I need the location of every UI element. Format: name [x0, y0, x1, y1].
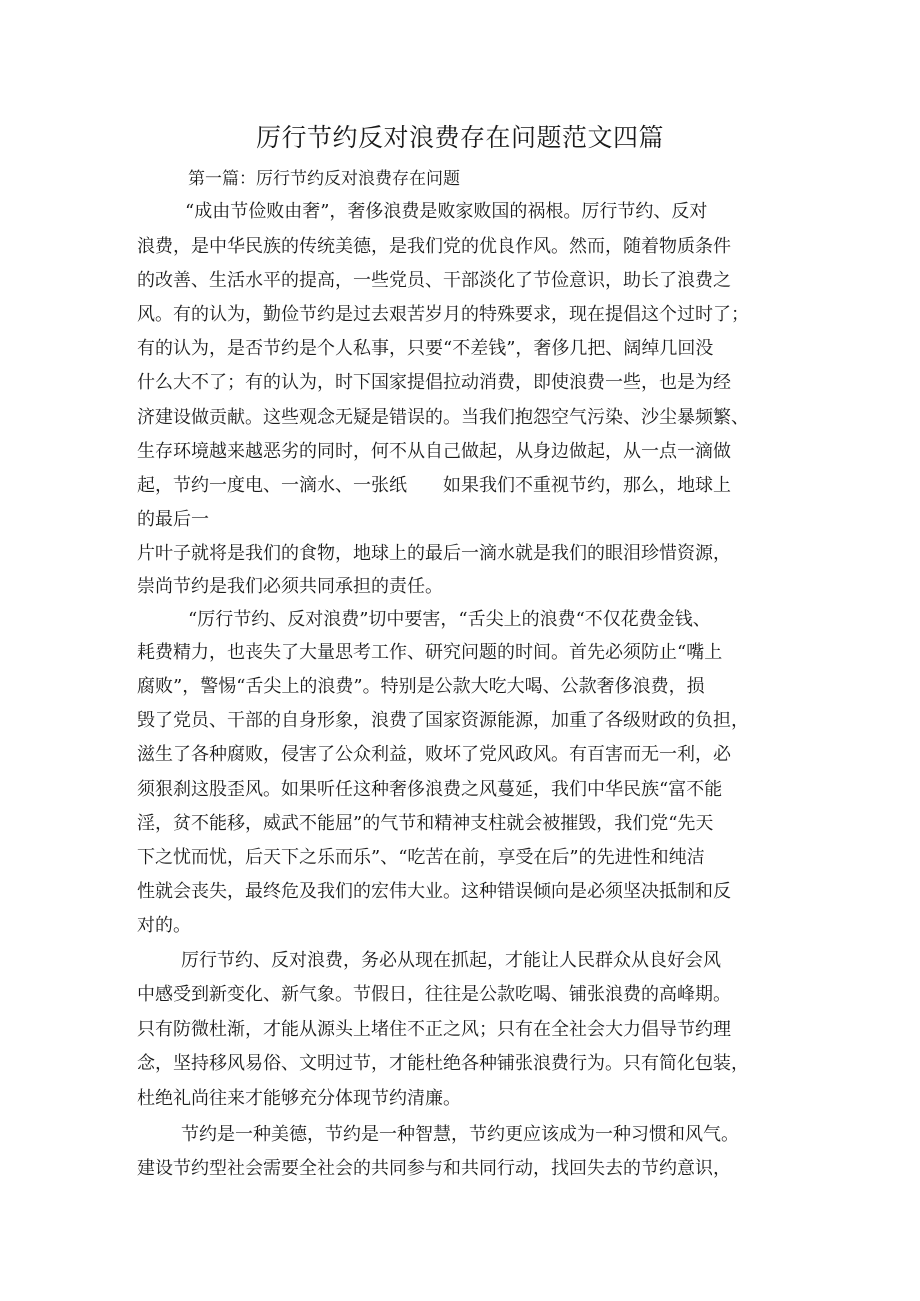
- body-line: 性就会丧失，最终危及我们的宏伟大业。这种错误倾向是必须坚决抵制和反: [137, 881, 731, 902]
- body-line: 耗费精力，也丧失了大量思考工作、研究问题的时间。首先必须防止“嘴上: [137, 642, 723, 663]
- body-line: 腐败”，警惕“舌尖上的浪费”。特别是公款大吃大喝、公款奢侈浪费，损: [137, 676, 705, 697]
- body-line: 须狠刹这股歪风。如果听任这种奢侈浪费之风蔓延，我们中华民族“富不能: [137, 779, 723, 800]
- body-line: 念，坚持移风易俗、文明过节，才能杜绝各种铺张浪费行为。只有简化包装，: [137, 1053, 749, 1074]
- section-subtitle: 第一篇：厉行节约反对浪费存在问题: [188, 169, 460, 189]
- body-line: 杜绝礼尚往来才能够充分体现节约清廉。: [137, 1088, 461, 1109]
- body-line: 节约是一种美德，节约是一种智慧，节约更应该成为一种习惯和风气。: [181, 1124, 739, 1145]
- body-line: 只有防微杜渐，才能从源头上堵住不正之风；只有在全社会大力倡导节约理: [137, 1019, 731, 1040]
- body-line: 的改善、生活水平的提高，一些党员、干部淡化了节俭意识，助长了浪费之: [137, 270, 731, 291]
- body-line: 济建设做贡献。这些观念无疑是错误的。当我们抱怨空气污染、沙尘暴频繁、: [137, 407, 749, 428]
- document-title: 厉行节约反对浪费存在问题范文四篇: [255, 123, 664, 152]
- body-line: 下之忧而忧，后天下之乐而乐”、“吃苦在前，享受在后”的先进性和纯洁: [137, 847, 705, 868]
- body-line: 什么大不了；有的认为，时下国家提倡拉动消费，即使浪费一些，也是为经: [137, 372, 731, 393]
- body-line: 厉行节约、反对浪费，务必从现在抓起，才能让人民群众从良好会风: [181, 950, 721, 971]
- body-line: 淫，贫不能移，威武不能屈”的气节和精神支柱就会被摧毁，我们党“先天: [137, 813, 714, 834]
- body-line: 建设节约型社会需要全社会的共同参与和共同行动，找回失去的节约意识，: [137, 1158, 731, 1179]
- body-line: 滋生了各种腐败，侵害了公众利益，败坏了党风政风。有百害而无一利，必: [137, 744, 731, 765]
- body-line: 崇尚节约是我们必须共同承担的责任。: [137, 576, 443, 597]
- body-line: 中感受到新变化、新气象。节假日，往往是公款吃喝、铺张浪费的高峰期。: [137, 984, 731, 1005]
- body-line: 片叶子就将是我们的食物，地球上的最后一滴水就是我们的眼泪珍惜资源，: [137, 543, 731, 564]
- body-line: 有的认为，是否节约是个人私事，只要“不差钱”，奢侈几把、阔绰几回没: [137, 338, 714, 359]
- body-line: 毁了党员、干部的自身形象，浪费了国家资源能源，加重了各级财政的负担，: [137, 710, 749, 731]
- body-line: 风。有的认为，勤俭节约是过去艰苦岁月的特殊要求，现在提倡这个过时了；: [137, 304, 749, 325]
- body-line: “厉行节约、反对浪费”切中要害，“舌尖上的浪费“不仅花费金钱、: [188, 609, 711, 630]
- body-line: 对的。: [137, 915, 191, 936]
- body-line: 起，节约一度电、一滴水、一张纸 如果我们不重视节约，那么，地球上: [137, 475, 731, 496]
- body-line: 生存环境越来越恶劣的同时，何不从自己做起，从身边做起，从一点一滴做: [137, 441, 731, 462]
- body-line: 的最后一: [137, 509, 209, 530]
- body-line: 浪费，是中华民族的传统美德，是我们党的优良作风。然而，随着物质条件: [137, 236, 731, 257]
- body-line: “成由节俭败由奢”，奢侈浪费是败家败国的祸根。厉行节约、反对: [185, 201, 708, 222]
